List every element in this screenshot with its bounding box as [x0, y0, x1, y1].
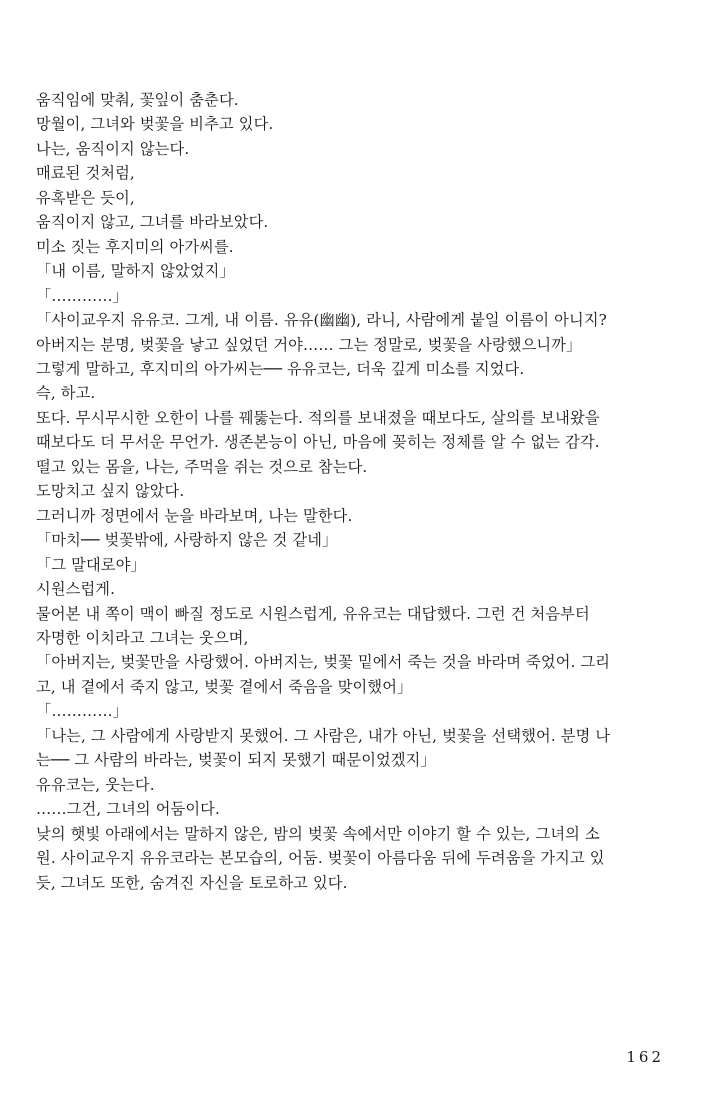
text-line: 슥, 하고. — [36, 384, 96, 403]
text-line: 「그 말대로야」 — [36, 555, 146, 574]
text-line: 는── 그 사람의 바라는, 벚꽃이 되지 못했기 때문이었겠지」 — [36, 751, 436, 770]
text-line: 또다. 무시무시한 오한이 나를 꿰뚫는다. 적의를 보내졌을 때보다도, 살의를 보내왔을 — [36, 408, 600, 427]
text-line: 떨고 있는 몸을, 나는, 주먹을 쥐는 것으로 참는다. — [36, 457, 368, 476]
text-line: ……그건, 그녀의 어둠이다. — [36, 800, 220, 819]
text-line: 「내 이름, 말하지 않았었지」 — [36, 262, 235, 281]
text-line: 자명한 이치라고 그녀는 웃으며, — [36, 628, 249, 647]
text-line: 「아버지는, 벚꽃만을 사랑했어. 아버지는, 벚꽃 밑에서 죽는 것을 바라며 죽었어. 그리 — [36, 653, 611, 672]
text-line: 유혹받은 듯이, — [36, 188, 135, 207]
text-line: 「나는, 그 사람에게 사랑받지 못했어. 그 사람은, 내가 아닌, 벚꽃을 선택했어. 분명 나 — [36, 726, 611, 745]
text-line: 망월이, 그녀와 벚꽃을 비추고 있다. — [36, 115, 274, 134]
text-line: 아버지는 분명, 벚꽃을 낳고 싶었던 거야…… 그는 정말로, 벚꽃을 사랑했으니까」 — [36, 335, 582, 354]
text-line: 움직이지 않고, 그녀를 바라보았다. — [36, 213, 269, 232]
text-line: 「…………」 — [36, 286, 129, 305]
text-line: 시원스럽게. — [36, 580, 116, 599]
text-line: 유유코는, 웃는다. — [36, 775, 155, 794]
text-line: 매료된 것처럼, — [36, 164, 135, 183]
text-line: 움직임에 맞춰, 꽃잎이 춤춘다. — [36, 91, 239, 109]
text-line: 원. 사이교우지 유유코라는 본모습의, 어둠. 벚꽃이 아름다움 뒤에 두려움을 가지고 있 — [36, 849, 605, 868]
text-line: 「사이교우지 유유코. 그게, 내 이름. 유유(幽幽), 라니, 사람에게 붙일 이름이 아니지? — [36, 311, 607, 330]
text-line: 미소 짓는 후지미의 아가씨를. — [36, 237, 234, 256]
body-text — [36, 88, 696, 895]
text-line: 때보다도 더 무서운 무언가. 생존본능이 아닌, 마음에 꽂히는 정체를 알 수 없는 감각. — [36, 433, 600, 452]
page-number: 162 — [626, 1048, 664, 1066]
text-line: 고, 내 곁에서 죽지 않고, 벚꽃 곁에서 죽음을 맞이했어」 — [36, 677, 413, 696]
text-line: 그렇게 말하고, 후지미의 아가씨는── 유유코는, 더욱 깊게 미소를 지었다. — [36, 359, 525, 378]
text-line: 물어본 내 쪽이 맥이 빠질 정도로 시원스럽게, 유유코는 대답했다. 그런 건 처음부터 — [36, 604, 590, 623]
text-line: 낮의 햇빛 아래에서는 말하지 않은, 밤의 벚꽃 속에서만 이야기 할 수 있는, 그녀의 소 — [36, 824, 600, 843]
text-line: 도망치고 싶지 않았다. — [36, 482, 185, 501]
text-line: 그러니까 정면에서 눈을 바라보며, 나는 말한다. — [36, 506, 353, 525]
text-line: 듯, 그녀도 또한, 숨겨진 자신을 토로하고 있다. — [36, 873, 348, 892]
text-line: 「…………」 — [36, 702, 129, 721]
text-line: 나는, 움직이지 않는다. — [36, 139, 190, 158]
text-line: 「마치── 벚꽃밖에, 사랑하지 않은 것 같네」 — [36, 531, 338, 550]
